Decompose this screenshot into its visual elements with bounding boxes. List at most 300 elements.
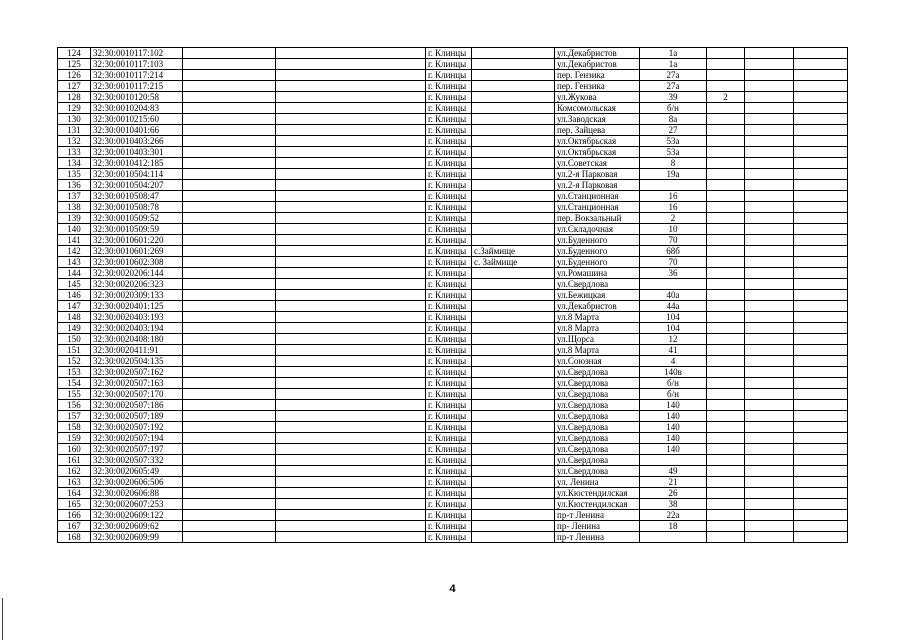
empty-cell bbox=[276, 257, 426, 268]
cadastral-number-cell: 32:30:0020507:162 bbox=[91, 367, 183, 378]
flat-number-cell: 2 bbox=[707, 92, 745, 103]
empty-cell bbox=[183, 81, 276, 92]
settlement-cell bbox=[472, 158, 555, 169]
house-number-cell: 16 bbox=[640, 191, 707, 202]
empty-cell bbox=[745, 400, 794, 411]
flat-number-cell bbox=[707, 180, 745, 191]
empty-cell bbox=[745, 59, 794, 70]
table-row bbox=[58, 378, 848, 389]
cadastral-number-cell: 32:30:0020507:197 bbox=[91, 444, 183, 455]
row-number-cell: 149 bbox=[58, 323, 91, 334]
city-cell: г. Клинцы bbox=[426, 422, 472, 433]
empty-cell bbox=[183, 378, 276, 389]
empty-cell bbox=[183, 290, 276, 301]
empty-cell bbox=[276, 246, 426, 257]
row-number-cell: 145 bbox=[58, 279, 91, 290]
city-cell: г. Клинцы bbox=[426, 400, 472, 411]
settlement-cell bbox=[472, 169, 555, 180]
cadastral-number-cell: 32:30:0010601:220 bbox=[91, 235, 183, 246]
house-number-cell: 39 bbox=[640, 92, 707, 103]
city-cell: г. Клинцы bbox=[426, 466, 472, 477]
empty-cell bbox=[745, 356, 794, 367]
street-cell: ул.Свердлова bbox=[555, 400, 640, 411]
table-row bbox=[58, 59, 848, 70]
flat-number-cell bbox=[707, 323, 745, 334]
empty-cell bbox=[276, 136, 426, 147]
cadastral-number-cell: 32:30:0010504:207 bbox=[91, 180, 183, 191]
row-number-cell: 163 bbox=[58, 477, 91, 488]
empty-cell bbox=[183, 466, 276, 477]
settlement-cell bbox=[472, 125, 555, 136]
house-number-cell: 68б bbox=[640, 246, 707, 257]
empty-cell bbox=[276, 202, 426, 213]
house-number-cell: 26 bbox=[640, 488, 707, 499]
empty-cell bbox=[745, 114, 794, 125]
settlement-cell bbox=[472, 301, 555, 312]
table-row bbox=[58, 114, 848, 125]
empty-cell bbox=[745, 422, 794, 433]
flat-number-cell bbox=[707, 103, 745, 114]
table-row bbox=[58, 213, 848, 224]
empty-cell bbox=[745, 48, 794, 59]
empty-cell bbox=[276, 235, 426, 246]
empty-cell bbox=[794, 202, 848, 213]
flat-number-cell bbox=[707, 169, 745, 180]
house-number-cell: 53а bbox=[640, 147, 707, 158]
table-row bbox=[58, 224, 848, 235]
empty-cell bbox=[276, 147, 426, 158]
house-number-cell: 140в bbox=[640, 367, 707, 378]
empty-cell bbox=[745, 169, 794, 180]
flat-number-cell bbox=[707, 400, 745, 411]
settlement-cell bbox=[472, 81, 555, 92]
house-number-cell: 1а bbox=[640, 59, 707, 70]
settlement-cell bbox=[472, 312, 555, 323]
flat-number-cell bbox=[707, 488, 745, 499]
empty-cell bbox=[794, 301, 848, 312]
empty-cell bbox=[794, 334, 848, 345]
flat-number-cell bbox=[707, 158, 745, 169]
street-cell: пер. Вокзальный bbox=[555, 213, 640, 224]
street-cell: пр-т Ленина bbox=[555, 532, 640, 543]
table-row bbox=[58, 532, 848, 543]
empty-cell bbox=[745, 147, 794, 158]
row-number-cell: 130 bbox=[58, 114, 91, 125]
empty-cell bbox=[745, 367, 794, 378]
table-row bbox=[58, 290, 848, 301]
cadastral-number-cell: 32:30:0020507:332 bbox=[91, 455, 183, 466]
city-cell: г. Клинцы bbox=[426, 345, 472, 356]
settlement-cell bbox=[472, 48, 555, 59]
cadastral-number-cell: 32:30:0020607:253 bbox=[91, 499, 183, 510]
empty-cell bbox=[745, 466, 794, 477]
house-number-cell: 140 bbox=[640, 411, 707, 422]
empty-cell bbox=[183, 224, 276, 235]
empty-cell bbox=[745, 125, 794, 136]
empty-cell bbox=[794, 477, 848, 488]
street-cell: ул.Свердлова bbox=[555, 422, 640, 433]
empty-cell bbox=[794, 103, 848, 114]
house-number-cell bbox=[640, 455, 707, 466]
cadastral-number-cell: 32:30:0010403:301 bbox=[91, 147, 183, 158]
empty-cell bbox=[276, 224, 426, 235]
empty-cell bbox=[794, 158, 848, 169]
cadastral-number-cell: 32:30:0010204:83 bbox=[91, 103, 183, 114]
city-cell: г. Клинцы bbox=[426, 202, 472, 213]
empty-cell bbox=[794, 510, 848, 521]
street-cell: ул.Буденного bbox=[555, 235, 640, 246]
table-row bbox=[58, 301, 848, 312]
street-cell: ул.Октябрьская bbox=[555, 147, 640, 158]
empty-cell bbox=[794, 323, 848, 334]
empty-cell bbox=[183, 180, 276, 191]
row-number-cell: 161 bbox=[58, 455, 91, 466]
flat-number-cell bbox=[707, 279, 745, 290]
cadastral-number-cell: 32:30:0010117:215 bbox=[91, 81, 183, 92]
empty-cell bbox=[276, 433, 426, 444]
cadastral-number-cell: 32:30:0010117:214 bbox=[91, 70, 183, 81]
empty-cell bbox=[745, 301, 794, 312]
empty-cell bbox=[276, 70, 426, 81]
empty-cell bbox=[794, 114, 848, 125]
empty-cell bbox=[183, 444, 276, 455]
cadastral-number-cell: 32:30:0010215:60 bbox=[91, 114, 183, 125]
row-number-cell: 150 bbox=[58, 334, 91, 345]
cadastral-number-cell: 32:30:0020507:192 bbox=[91, 422, 183, 433]
empty-cell bbox=[276, 510, 426, 521]
cadastral-number-cell: 32:30:0020609:122 bbox=[91, 510, 183, 521]
settlement-cell bbox=[472, 202, 555, 213]
street-cell: ул.8 Марта bbox=[555, 312, 640, 323]
empty-cell bbox=[745, 444, 794, 455]
settlement-cell bbox=[472, 114, 555, 125]
row-number-cell: 158 bbox=[58, 422, 91, 433]
settlement-cell bbox=[472, 389, 555, 400]
empty-cell bbox=[276, 301, 426, 312]
row-number-cell: 162 bbox=[58, 466, 91, 477]
settlement-cell bbox=[472, 466, 555, 477]
flat-number-cell bbox=[707, 213, 745, 224]
empty-cell bbox=[745, 257, 794, 268]
empty-cell bbox=[745, 477, 794, 488]
settlement-cell bbox=[472, 191, 555, 202]
settlement-cell bbox=[472, 477, 555, 488]
city-cell: г. Клинцы bbox=[426, 70, 472, 81]
table-row bbox=[58, 433, 848, 444]
street-cell: ул.Буденного bbox=[555, 246, 640, 257]
street-cell: ул.Кюстендилская bbox=[555, 488, 640, 499]
empty-cell bbox=[794, 147, 848, 158]
empty-cell bbox=[745, 81, 794, 92]
empty-cell bbox=[745, 455, 794, 466]
settlement-cell bbox=[472, 521, 555, 532]
street-cell: ул.Декабристов bbox=[555, 301, 640, 312]
empty-cell bbox=[745, 411, 794, 422]
table-row bbox=[58, 488, 848, 499]
empty-cell bbox=[745, 70, 794, 81]
street-cell: ул.Свердлова bbox=[555, 389, 640, 400]
empty-cell bbox=[794, 466, 848, 477]
empty-cell bbox=[276, 323, 426, 334]
street-cell: ул.Кюстендилская bbox=[555, 499, 640, 510]
house-number-cell: 40а bbox=[640, 290, 707, 301]
city-cell: г. Клинцы bbox=[426, 235, 472, 246]
empty-cell bbox=[276, 334, 426, 345]
cadastral-number-cell: 32:30:0020609:62 bbox=[91, 521, 183, 532]
empty-cell bbox=[794, 532, 848, 543]
table-row bbox=[58, 169, 848, 180]
table-row bbox=[58, 92, 848, 103]
city-cell: г. Клинцы bbox=[426, 59, 472, 70]
cadastral-number-cell: 32:30:0020408:180 bbox=[91, 334, 183, 345]
settlement-cell bbox=[472, 59, 555, 70]
row-number-cell: 156 bbox=[58, 400, 91, 411]
empty-cell bbox=[794, 136, 848, 147]
empty-cell bbox=[276, 158, 426, 169]
house-number-cell bbox=[640, 180, 707, 191]
table-row bbox=[58, 466, 848, 477]
table-row bbox=[58, 477, 848, 488]
table-row bbox=[58, 279, 848, 290]
cadastral-number-cell: 32:30:0010508:78 bbox=[91, 202, 183, 213]
settlement-cell bbox=[472, 378, 555, 389]
flat-number-cell bbox=[707, 532, 745, 543]
row-number-cell: 159 bbox=[58, 433, 91, 444]
row-number-cell: 131 bbox=[58, 125, 91, 136]
cadastral-number-cell: 32:30:0020507:194 bbox=[91, 433, 183, 444]
street-cell: пер. Гензика bbox=[555, 81, 640, 92]
house-number-cell: 12 bbox=[640, 334, 707, 345]
city-cell: г. Клинцы bbox=[426, 279, 472, 290]
empty-cell bbox=[183, 169, 276, 180]
empty-cell bbox=[276, 356, 426, 367]
table-row bbox=[58, 312, 848, 323]
street-cell: пер. Зайцева bbox=[555, 125, 640, 136]
cadastral-number-cell: 32:30:0020507:189 bbox=[91, 411, 183, 422]
flat-number-cell bbox=[707, 257, 745, 268]
cadastral-number-cell: 32:30:0010120:58 bbox=[91, 92, 183, 103]
empty-cell bbox=[794, 246, 848, 257]
city-cell: г. Клинцы bbox=[426, 312, 472, 323]
empty-cell bbox=[745, 521, 794, 532]
settlement-cell bbox=[472, 103, 555, 114]
empty-cell bbox=[276, 290, 426, 301]
empty-cell bbox=[183, 521, 276, 532]
street-cell: ул.Свердлова bbox=[555, 444, 640, 455]
empty-cell bbox=[745, 334, 794, 345]
empty-cell bbox=[183, 312, 276, 323]
street-cell: ул.2-я Парковая bbox=[555, 169, 640, 180]
empty-cell bbox=[183, 92, 276, 103]
empty-cell bbox=[794, 488, 848, 499]
table-row bbox=[58, 257, 848, 268]
empty-cell bbox=[276, 59, 426, 70]
row-number-cell: 128 bbox=[58, 92, 91, 103]
settlement-cell bbox=[472, 345, 555, 356]
cadastral-number-cell: 32:30:0020206:144 bbox=[91, 268, 183, 279]
table-row bbox=[58, 411, 848, 422]
settlement-cell bbox=[472, 213, 555, 224]
settlement-cell bbox=[472, 367, 555, 378]
table-row bbox=[58, 356, 848, 367]
city-cell: г. Клинцы bbox=[426, 103, 472, 114]
row-number-cell: 144 bbox=[58, 268, 91, 279]
empty-cell bbox=[794, 433, 848, 444]
empty-cell bbox=[183, 532, 276, 543]
empty-cell bbox=[794, 411, 848, 422]
flat-number-cell bbox=[707, 235, 745, 246]
empty-cell bbox=[794, 81, 848, 92]
city-cell: г. Клинцы bbox=[426, 521, 472, 532]
cadastral-number-cell: 32:30:0010508:47 bbox=[91, 191, 183, 202]
margin-mark bbox=[2, 598, 3, 640]
street-cell: пр-т Ленина bbox=[555, 510, 640, 521]
empty-cell bbox=[745, 279, 794, 290]
settlement-cell bbox=[472, 411, 555, 422]
empty-cell bbox=[183, 477, 276, 488]
street-cell: ул.Буденного bbox=[555, 257, 640, 268]
city-cell: г. Клинцы bbox=[426, 444, 472, 455]
cadastral-number-cell: 32:30:0010403:266 bbox=[91, 136, 183, 147]
settlement-cell bbox=[472, 147, 555, 158]
empty-cell bbox=[794, 48, 848, 59]
empty-cell bbox=[183, 103, 276, 114]
table-row bbox=[58, 499, 848, 510]
flat-number-cell bbox=[707, 367, 745, 378]
table-row bbox=[58, 48, 848, 59]
city-cell: г. Клинцы bbox=[426, 488, 472, 499]
house-number-cell: 27а bbox=[640, 70, 707, 81]
city-cell: г. Клинцы bbox=[426, 147, 472, 158]
settlement-cell bbox=[472, 400, 555, 411]
cadastral-number-cell: 32:30:0010509:59 bbox=[91, 224, 183, 235]
street-cell: ул.Декабристов bbox=[555, 48, 640, 59]
flat-number-cell bbox=[707, 521, 745, 532]
page-number: 4 bbox=[449, 583, 456, 595]
row-number-cell: 164 bbox=[58, 488, 91, 499]
street-cell: ул.Бежицкая bbox=[555, 290, 640, 301]
empty-cell bbox=[794, 521, 848, 532]
house-number-cell: 104 bbox=[640, 312, 707, 323]
empty-cell bbox=[183, 455, 276, 466]
flat-number-cell bbox=[707, 301, 745, 312]
empty-cell bbox=[745, 191, 794, 202]
flat-number-cell bbox=[707, 224, 745, 235]
cadastral-number-cell: 32:30:0020403:194 bbox=[91, 323, 183, 334]
row-number-cell: 157 bbox=[58, 411, 91, 422]
cadastral-number-cell: 32:30:0020605:49 bbox=[91, 466, 183, 477]
empty-cell bbox=[794, 59, 848, 70]
empty-cell bbox=[276, 81, 426, 92]
settlement-cell bbox=[472, 488, 555, 499]
flat-number-cell bbox=[707, 389, 745, 400]
street-cell: ул.Свердлова bbox=[555, 367, 640, 378]
table-row bbox=[58, 268, 848, 279]
street-cell: ул.Жукова bbox=[555, 92, 640, 103]
street-cell: ул.Заводская bbox=[555, 114, 640, 125]
row-number-cell: 154 bbox=[58, 378, 91, 389]
flat-number-cell bbox=[707, 356, 745, 367]
house-number-cell bbox=[640, 279, 707, 290]
street-cell: ул.Свердлова bbox=[555, 433, 640, 444]
empty-cell bbox=[276, 312, 426, 323]
house-number-cell: 104 bbox=[640, 323, 707, 334]
cadastral-number-cell: 32:30:0010117:103 bbox=[91, 59, 183, 70]
empty-cell bbox=[183, 59, 276, 70]
street-cell: ул.Союзная bbox=[555, 356, 640, 367]
city-cell: г. Клинцы bbox=[426, 290, 472, 301]
cadastral-number-cell: 32:30:0020309:133 bbox=[91, 290, 183, 301]
city-cell: г. Клинцы bbox=[426, 323, 472, 334]
empty-cell bbox=[794, 92, 848, 103]
house-number-cell: 27 bbox=[640, 125, 707, 136]
empty-cell bbox=[276, 411, 426, 422]
empty-cell bbox=[794, 70, 848, 81]
flat-number-cell bbox=[707, 136, 745, 147]
city-cell: г. Клинцы bbox=[426, 48, 472, 59]
empty-cell bbox=[276, 455, 426, 466]
flat-number-cell bbox=[707, 268, 745, 279]
empty-cell bbox=[745, 499, 794, 510]
row-number-cell: 160 bbox=[58, 444, 91, 455]
empty-cell bbox=[183, 411, 276, 422]
empty-cell bbox=[745, 268, 794, 279]
cadastral-number-cell: 32:30:0020504:135 bbox=[91, 356, 183, 367]
city-cell: г. Клинцы bbox=[426, 433, 472, 444]
empty-cell bbox=[745, 510, 794, 521]
table-row bbox=[58, 81, 848, 92]
empty-cell bbox=[745, 312, 794, 323]
settlement-cell bbox=[472, 92, 555, 103]
table-row bbox=[58, 510, 848, 521]
cadastral-number-cell: 32:30:0020403:193 bbox=[91, 312, 183, 323]
row-number-cell: 151 bbox=[58, 345, 91, 356]
house-number-cell: 8а bbox=[640, 114, 707, 125]
flat-number-cell bbox=[707, 81, 745, 92]
row-number-cell: 139 bbox=[58, 213, 91, 224]
cadastral-number-cell: 32:30:0020507:170 bbox=[91, 389, 183, 400]
cadastral-number-cell: 32:30:0020401:125 bbox=[91, 301, 183, 312]
table-row bbox=[58, 444, 848, 455]
table-body bbox=[58, 48, 848, 543]
house-number-cell: 49 bbox=[640, 466, 707, 477]
street-cell: ул.Декабристов bbox=[555, 59, 640, 70]
table-row bbox=[58, 389, 848, 400]
settlement-cell: с.Займище bbox=[472, 246, 555, 257]
empty-cell bbox=[745, 213, 794, 224]
house-number-cell: 140 bbox=[640, 444, 707, 455]
empty-cell bbox=[794, 400, 848, 411]
empty-cell bbox=[794, 125, 848, 136]
empty-cell bbox=[276, 499, 426, 510]
table-row bbox=[58, 180, 848, 191]
cadastral-number-cell: 32:30:0020411:91 bbox=[91, 345, 183, 356]
table-row bbox=[58, 136, 848, 147]
empty-cell bbox=[794, 290, 848, 301]
city-cell: г. Клинцы bbox=[426, 158, 472, 169]
table-row bbox=[58, 70, 848, 81]
empty-cell bbox=[794, 389, 848, 400]
city-cell: г. Клинцы bbox=[426, 114, 472, 125]
empty-cell bbox=[183, 433, 276, 444]
house-number-cell: 70 bbox=[640, 235, 707, 246]
house-number-cell: 22а bbox=[640, 510, 707, 521]
flat-number-cell bbox=[707, 334, 745, 345]
street-cell: ул.Станционная bbox=[555, 191, 640, 202]
empty-cell bbox=[276, 191, 426, 202]
cadastral-number-cell: 32:30:0010412:185 bbox=[91, 158, 183, 169]
empty-cell bbox=[276, 279, 426, 290]
